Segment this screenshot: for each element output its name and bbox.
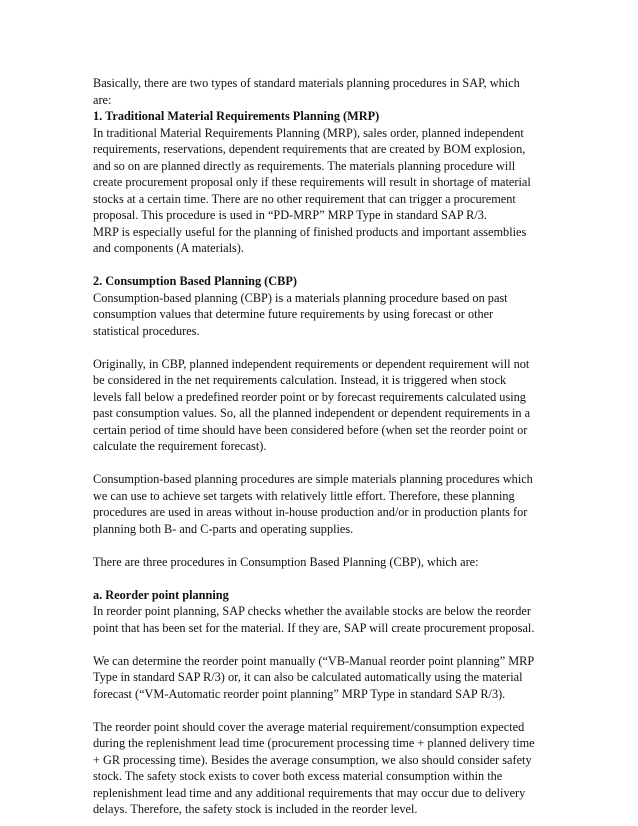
text-line: stocks at a certain time. There are no other requirement that can trigger a procurement xyxy=(93,191,516,206)
text-line: calculate the requirement forecast). xyxy=(93,439,267,453)
text-line: and components (A materials). xyxy=(93,241,244,255)
text-line: and so on are planned directly as requirements. The materials planning procedure will xyxy=(93,158,516,173)
text-line: create procurement proposal only if these requirements will result in shortage of material xyxy=(93,175,531,189)
text-line: proposal. This procedure is used in “PD-MRP” MRP Type in standard SAP R/3. xyxy=(93,208,487,222)
document-page xyxy=(93,75,553,818)
text-line: procedures are used in areas without in-house production and/or in production plants for xyxy=(93,505,528,519)
text-line: We can determine the reorder point manually (“VB-Manual reorder point planning” MRP xyxy=(93,653,535,668)
cbp-section xyxy=(93,273,553,339)
text-line: + GR processing time). Besides the average consumption, we also should consider safety xyxy=(93,752,532,767)
text-line: statistical procedures. xyxy=(93,323,200,338)
paragraph xyxy=(93,719,553,818)
paragraph xyxy=(93,554,553,571)
intro-paragraph xyxy=(93,75,553,257)
reorder-point-section xyxy=(93,587,553,637)
text-line: levels fall below a predefined reorder point or by forecast requirements calculated using xyxy=(93,389,526,404)
text-line: are: xyxy=(93,92,112,107)
paragraph xyxy=(93,356,553,455)
text-line: past consumption values. So, all the planned independent or dependent requirements in a xyxy=(93,406,531,420)
text-line: consumption values that determine future requirements by using forecast or other xyxy=(93,307,494,321)
section-heading-mrp: 1. Traditional Material Requirements Planning (MRP) xyxy=(93,109,380,123)
text-line: The reorder point should cover the average material requirement/consumption expected xyxy=(93,719,525,734)
text-line: Consumption-based planning (CBP) is a materials planning procedure based on past xyxy=(93,290,508,305)
text-line: Basically, there are two types of standard materials planning procedures in SAP, which xyxy=(93,76,520,90)
text-line: forecast (“VM-Automatic reorder point planning” MRP Type in standard SAP R/3). xyxy=(93,686,506,701)
text-line: Type in standard SAP R/3) or, it can also be calculated automatically using the material xyxy=(93,670,523,684)
text-line: MRP is especially useful for the planning of finished products and important assemblies xyxy=(93,224,527,239)
text-line: be considered in the net requirements calculation. Instead, it is triggered when stock xyxy=(93,373,507,387)
text-line: Consumption-based planning procedures are simple materials planning procedures which xyxy=(93,472,533,486)
section-heading-cbp: 2. Consumption Based Planning (CBP) xyxy=(93,274,297,288)
text-line: requirements, reservations, dependent requirements that are created by BOM explosion, xyxy=(93,142,526,156)
paragraph xyxy=(93,471,553,537)
text-line: we can use to achieve set targets with relatively little effort. Therefore, these planning xyxy=(93,488,515,503)
text-line: delays. Therefore, the safety stock is included in the reorder level. xyxy=(93,802,418,816)
text-line: certain period of time should have been considered before (when set the reorder point or xyxy=(93,422,528,437)
text-line: In traditional Material Requirements Planning (MRP), sales order, planned independent xyxy=(93,125,524,140)
section-heading-reorder-point: a. Reorder point planning xyxy=(93,587,229,602)
text-line: In reorder point planning, SAP checks whether the available stocks are below the reorder xyxy=(93,604,531,618)
text-line: planning both B- and C-parts and operating supplies. xyxy=(93,521,354,536)
text-line: point that has been set for the material. If they are, SAP will create procurement proposal. xyxy=(93,620,535,635)
text-line: Originally, in CBP, planned independent requirements or dependent requirement will not xyxy=(93,356,530,371)
text-line: replenishment lead time and any additional requirements that may occur due to delivery xyxy=(93,785,526,800)
text-line: during the replenishment lead time (procurement processing time + planned delivery time xyxy=(93,736,535,750)
text-line: There are three procedures in Consumption Based Planning (CBP), which are: xyxy=(93,554,479,569)
paragraph xyxy=(93,653,553,703)
text-line: stock. The safety stock exists to cover both excess material consumption within the xyxy=(93,769,503,783)
